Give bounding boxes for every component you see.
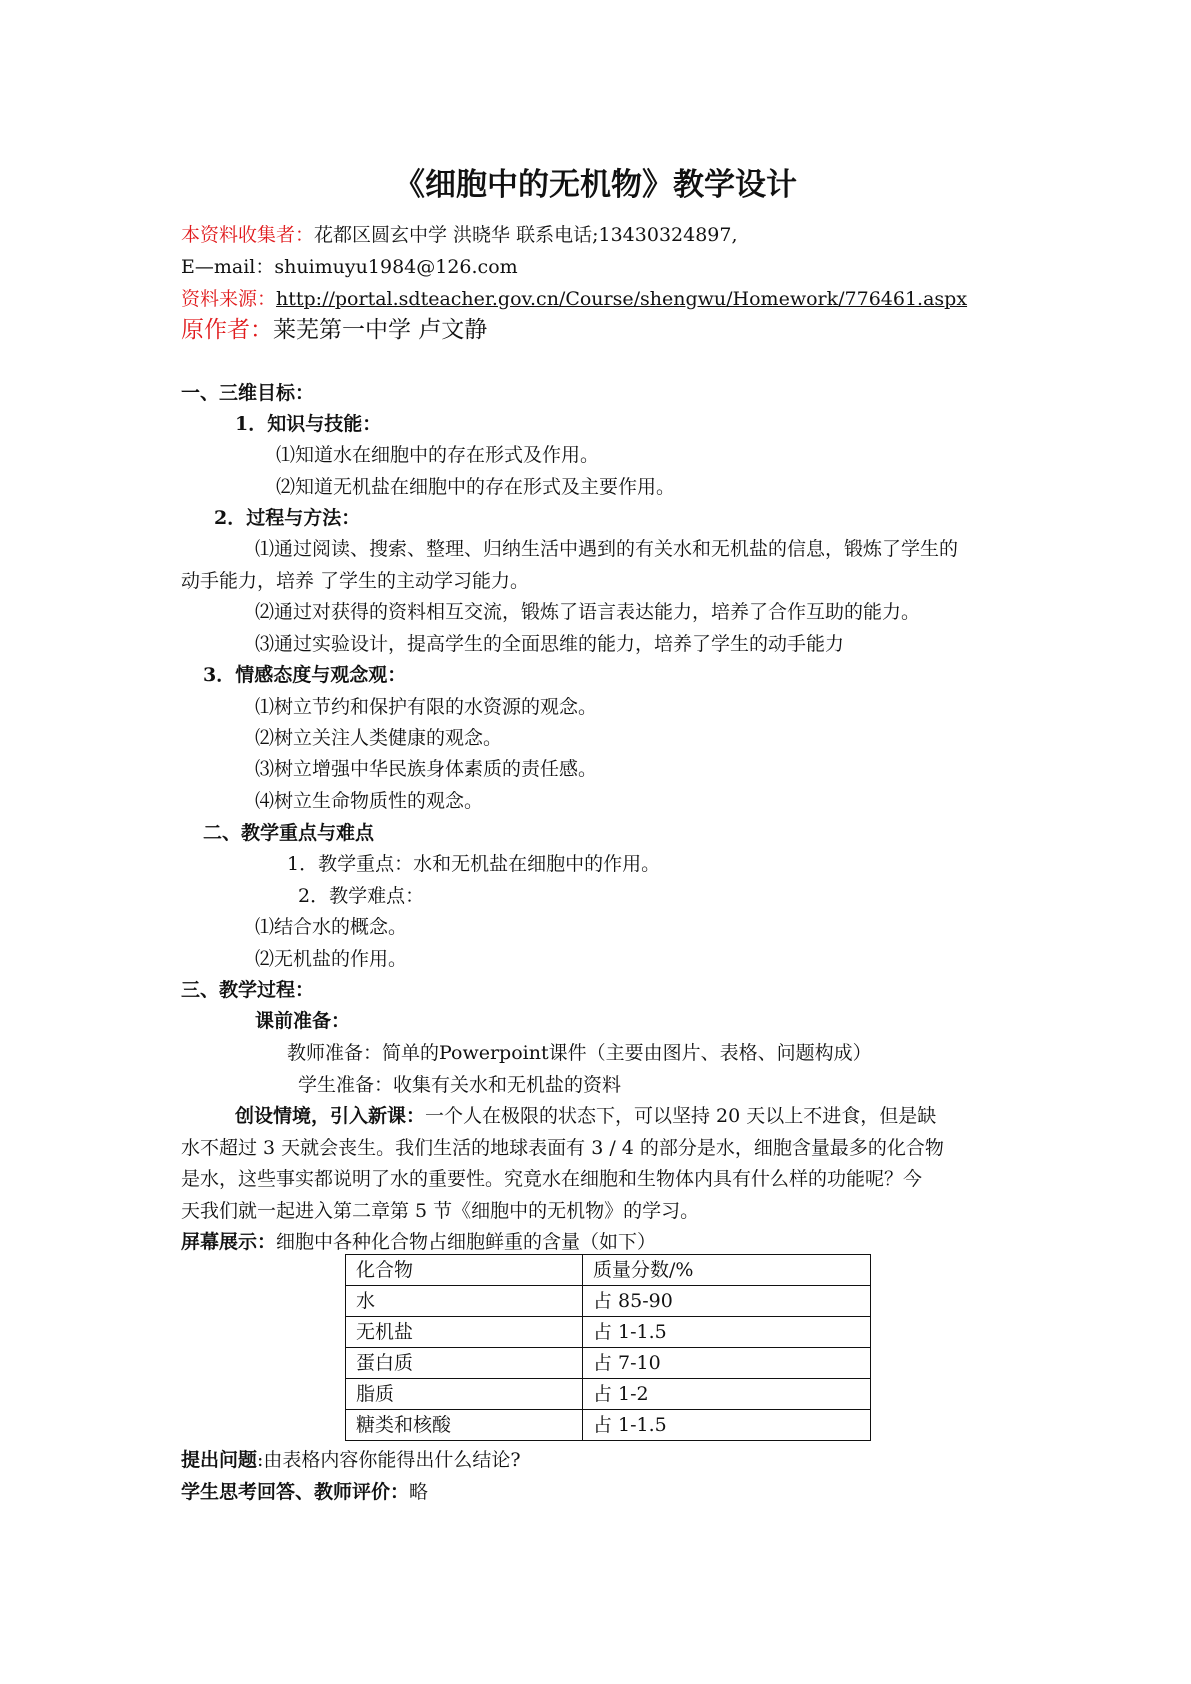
- collector-line: [181, 222, 738, 248]
- author-line: [181, 315, 487, 345]
- intro-line-4: 天我们就一起进入第二章第 5 节《细胞中的无机物》的学习。: [181, 1200, 700, 1222]
- knowledge-item-2: ⑵知道无机盐在细胞中的存在形式及主要作用。: [276, 476, 676, 498]
- table-cell-compound: 蛋白质: [346, 1348, 583, 1379]
- answer-line: [181, 1479, 428, 1505]
- question-line: [181, 1447, 521, 1473]
- section-1-heading: 一、三维目标：: [181, 382, 315, 404]
- emotion-item-3: ⑶树立增强中华民族身体素质的责任感。: [255, 758, 598, 780]
- source-line: [181, 286, 967, 312]
- screen-label: 屏幕展示：: [181, 1231, 277, 1253]
- table-cell-mass: 占 1-1.5: [583, 1317, 871, 1348]
- process-item-3: ⑶通过实验设计，提高学生的全面思维的能力，培养了学生的动手能力: [255, 633, 845, 655]
- table-header-row: [346, 1255, 871, 1286]
- table-header-mass: 质量分数/%: [583, 1255, 871, 1286]
- table-row: [346, 1410, 871, 1441]
- author-value: 莱芜第一中学 卢文静: [273, 317, 488, 343]
- section-3-heading: 三、教学过程：: [181, 979, 315, 1001]
- prep-heading: 课前准备：: [255, 1010, 351, 1032]
- table-cell-mass: 占 7-10: [583, 1348, 871, 1379]
- intro-line-3: 是水，这些事实都说明了水的重要性。究竟水在细胞和生物体内具有什么样的功能呢？今: [181, 1168, 923, 1190]
- intro-label: 创设情境，引入新课：: [235, 1105, 426, 1127]
- emotion-item-2: ⑵树立关注人类健康的观念。: [255, 727, 503, 749]
- table-cell-mass: 占 1-2: [583, 1379, 871, 1410]
- teacher-prep: 教师准备：简单的Powerpoint课件（主要由图片、表格、问题构成）: [287, 1042, 872, 1064]
- emotion-heading: 3．情感态度与观念观：: [203, 664, 407, 686]
- key-point: 1．教学重点：水和无机盐在细胞中的作用。: [287, 853, 661, 875]
- table-row: [346, 1286, 871, 1317]
- intro-text-1: 一个人在极限的状态下，可以坚持 20 天以上不进食，但是缺: [425, 1105, 937, 1127]
- table-cell-compound: 糖类和核酸: [346, 1410, 583, 1441]
- answer-text: 略: [409, 1481, 429, 1503]
- email-line: E—mail：shuimuyu1984@126.com: [181, 256, 518, 278]
- student-prep: 学生准备：收集有关水和无机盐的资料: [298, 1074, 622, 1096]
- screen-line: [181, 1229, 656, 1255]
- question-label: 提出问题: [181, 1449, 258, 1471]
- author-label: 原作者：: [181, 317, 273, 343]
- difficulty-item-2: ⑵无机盐的作用。: [255, 948, 408, 970]
- collector-value: 花都区圆玄中学 洪晓华 联系电话;13430324897,: [314, 224, 738, 246]
- question-text: :由表格内容你能得出什么结论?: [257, 1449, 521, 1471]
- collector-label: 本资料收集者：: [181, 224, 315, 246]
- process-item-1a: ⑴通过阅读、搜索、整理、归纳生活中遇到的有关水和无机盐的信息，锻炼了学生的: [255, 538, 959, 560]
- intro-line-2: 水不超过 3 天就会丧生。我们生活的地球表面有 3 / 4 的部分是水，细胞含量最多的化合物: [181, 1137, 944, 1159]
- section-2-heading: 二、教学重点与难点: [203, 822, 375, 844]
- table-cell-compound: 无机盐: [346, 1317, 583, 1348]
- screen-text: 细胞中各种化合物占细胞鲜重的含量（如下）: [276, 1231, 657, 1253]
- process-heading: 2．过程与方法：: [214, 507, 361, 529]
- compound-table: [345, 1254, 871, 1441]
- process-item-1b: 动手能力，培养 了学生的主动学习能力。: [181, 570, 530, 592]
- knowledge-heading: 1．知识与技能：: [235, 413, 382, 435]
- table-cell-compound: 脂质: [346, 1379, 583, 1410]
- table-cell-mass: 占 85-90: [583, 1286, 871, 1317]
- source-link[interactable]: http://portal.sdteacher.gov.cn/Course/shengwu/Homework/776461.aspx: [276, 288, 968, 310]
- table-cell-mass: 占 1-1.5: [583, 1410, 871, 1441]
- document-title: 《细胞中的无机物》教学设计: [394, 167, 797, 203]
- answer-label: 学生思考回答、教师评价：: [181, 1481, 410, 1503]
- table-row: [346, 1348, 871, 1379]
- difficulty-heading: 2．教学难点：: [298, 885, 425, 907]
- table-row: [346, 1379, 871, 1410]
- source-label: 资料来源：: [181, 288, 277, 310]
- difficulty-item-1: ⑴结合水的概念。: [255, 916, 408, 938]
- intro-line-1: [235, 1103, 936, 1129]
- table-cell-compound: 水: [346, 1286, 583, 1317]
- knowledge-item-1: ⑴知道水在细胞中的存在形式及作用。: [276, 444, 600, 466]
- table-row: [346, 1317, 871, 1348]
- emotion-item-1: ⑴树立节约和保护有限的水资源的观念。: [255, 696, 598, 718]
- process-item-2: ⑵通过对获得的资料相互交流，锻炼了语言表达能力，培养了合作互助的能力。: [255, 601, 921, 623]
- emotion-item-4: ⑷树立生命物质性的观念。: [255, 790, 484, 812]
- table-header-compound: 化合物: [346, 1255, 583, 1286]
